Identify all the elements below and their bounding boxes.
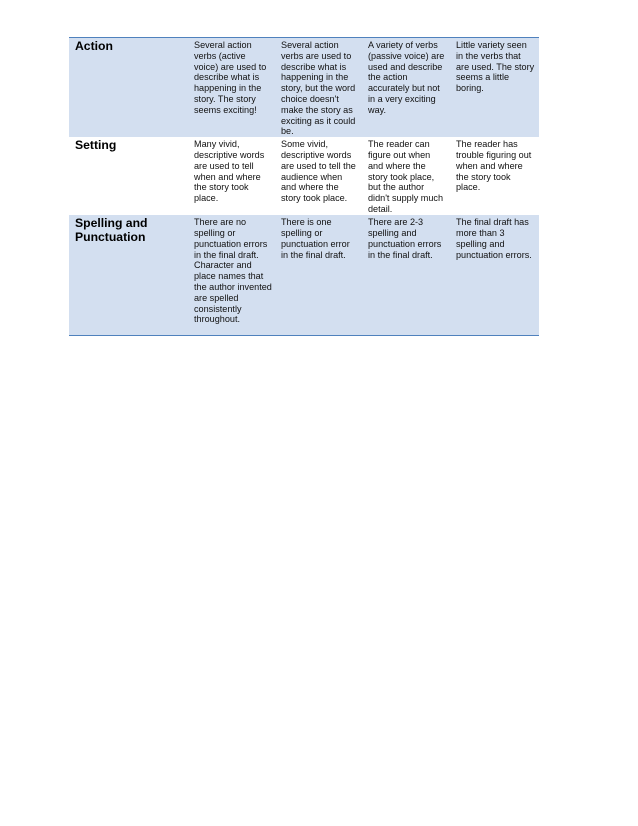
rubric-row-action — [69, 38, 539, 138]
criteria-text: There is one spelling or punctuation error in the final draft. — [281, 217, 350, 260]
category-label: Setting — [69, 137, 189, 215]
criteria-text: The final draft has more than 3 spelling and punctuation errors. — [456, 217, 532, 260]
criteria-cell — [451, 215, 539, 335]
rubric-row-spelling — [69, 215, 539, 335]
category-label: Action — [69, 38, 189, 138]
criteria-text: Little variety seen in the verbs that are used. The story seems a little boring. — [456, 40, 535, 94]
criteria-text: The reader has trouble figuring out when and where the story took place. — [456, 139, 532, 193]
criteria-cell — [189, 215, 276, 335]
criteria-cell — [189, 38, 276, 138]
criteria-text: There are no spelling or punctuation errors in the final draft. Character and place names that the author invented are spelled consistently throughout. — [194, 217, 272, 325]
criteria-cell — [276, 215, 363, 335]
criteria-cell — [363, 137, 451, 215]
criteria-cell — [189, 137, 276, 215]
criteria-cell — [363, 38, 451, 138]
criteria-cell — [451, 38, 539, 138]
criteria-cell — [276, 38, 363, 138]
rubric-table — [69, 37, 539, 336]
criteria-text: Many vivid, descriptive words are used to tell when and where the story took place. — [194, 139, 265, 204]
criteria-text: Some vivid, descriptive words are used to tell the audience when and where the story took place. — [281, 139, 356, 204]
criteria-cell — [451, 137, 539, 215]
category-label: Spelling and Punctuation — [69, 215, 189, 335]
criteria-text: There are 2-3 spelling and punctuation errors in the final draft. — [368, 217, 442, 260]
rubric-row-setting — [69, 137, 539, 215]
criteria-text: Several action verbs (active voice) are used to describe what is happening in the story. The story seems exciting! — [194, 40, 267, 115]
criteria-text: Several action verbs are used to describe what is happening in the story, but the word choice doesn't make the story as exciting as it could be. — [281, 40, 356, 137]
criteria-text: A variety of verbs (passive voice) are used and describe the action accurately but not in a very exciting way. — [368, 40, 445, 115]
criteria-text: The reader can figure out when and where the story took place, but the author didn't supply much detail. — [368, 139, 444, 214]
criteria-cell — [363, 215, 451, 335]
criteria-cell — [276, 137, 363, 215]
